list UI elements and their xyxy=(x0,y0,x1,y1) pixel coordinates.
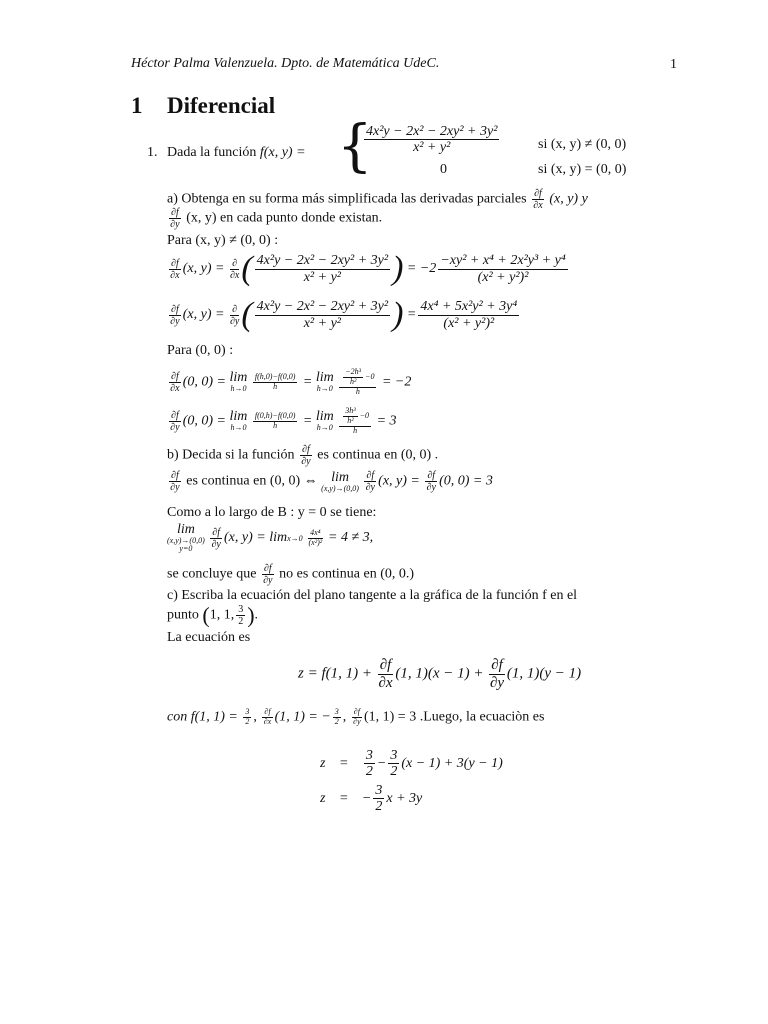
dy-sym: ∂y xyxy=(170,315,180,327)
eq-main-b: (1, 1)(x − 1) + xyxy=(395,665,484,682)
case1-numerator: 4x²y − 2x² − 2xy² + 3y² xyxy=(366,124,498,139)
final2-rhs-b: x + 3y xyxy=(386,791,423,807)
values-c: (1, 1) = − xyxy=(274,709,331,725)
part-c-line2: punto (1, 1, $\frac{3}{2}$ ). xyxy=(167,602,259,628)
cont-text-c: (0, 0) = 3 xyxy=(439,473,493,489)
dy-sym: ∂y xyxy=(301,456,311,467)
dfdy0-den: h xyxy=(273,420,278,430)
dfdx-origin: $\frac{\partial f}{\partial x}$ (0, 0) = lim h→0 $\frac{f(h,0)-f(0,0)}{h}$ = lim h→0 $\frac{\text{−2h³}}{\text{h²}}$ −0 h = −2 xyxy=(170,367,412,396)
dfdy0-num: f(0,h)−f(0,0) xyxy=(254,410,296,420)
dfdy-rhs-num: 4x⁴ + 5x²y² + 3y⁴ xyxy=(420,299,518,315)
values-d: , xyxy=(342,709,347,725)
part-a-line2 xyxy=(167,207,382,230)
cont-lim-sub: (x,y)→(0,0) xyxy=(321,483,359,493)
para-zero: Para (0, 0) : xyxy=(167,343,234,358)
final1-eq: = xyxy=(338,756,349,772)
part-b-conclusion xyxy=(167,563,414,586)
intro-text: Dada la función xyxy=(167,145,257,160)
dfdx0-den: h xyxy=(273,381,278,391)
dfdx0-inner-h: h xyxy=(355,386,360,396)
part-b-limit-along xyxy=(167,523,373,553)
dy-sym: ∂y xyxy=(211,538,221,550)
point-frac-den: 2 xyxy=(238,616,244,627)
lim-word: lim xyxy=(229,370,248,386)
two: 2 xyxy=(375,799,383,815)
dfdy0-inner-den: h² xyxy=(347,415,354,425)
three: 3 xyxy=(390,748,398,763)
dfdx0-num: f(h,0)−f(0,0) xyxy=(254,371,296,381)
problem-number: 1. xyxy=(147,145,158,160)
lim-word: lim xyxy=(331,469,349,485)
final2-lhs: z xyxy=(320,791,326,807)
two: 2 xyxy=(390,764,398,780)
part-b-line1 xyxy=(167,444,438,467)
df-sym: ∂f xyxy=(212,526,220,538)
lim-word: lim xyxy=(229,409,248,425)
dfdy0-inner-num: 3h³ xyxy=(345,406,356,415)
part-b-along: Como a lo largo de B : y = 0 se tiene: xyxy=(167,505,377,520)
para-nonzero: Para (x, y) ≠ (0, 0) : xyxy=(167,233,279,248)
conclude-b: no es continua en (0, 0.) xyxy=(279,566,415,582)
eq-main-c: (1, 1)(y − 1) xyxy=(506,665,582,682)
lim-sub: h→0 xyxy=(230,384,247,394)
d-sym: ∂ xyxy=(230,258,239,270)
part-b-text-b: es continua en (0, 0) . xyxy=(317,447,439,463)
df-sym: ∂f xyxy=(171,370,179,382)
df-sym: ∂f xyxy=(491,657,503,673)
dy-sym: ∂y xyxy=(229,315,240,327)
lim-sub: h→0 xyxy=(230,423,247,433)
dfdx-inner-num: 4x²y − 2x² − 2xy² + 3y² xyxy=(256,253,389,269)
lim-word: lim xyxy=(176,522,195,537)
values-a: con f(1, 1) = xyxy=(167,709,238,725)
conclude-a: se concluye que xyxy=(167,566,257,582)
tangent-plane-formula xyxy=(298,657,581,691)
lim-sub: h→0 xyxy=(316,423,333,433)
along-mid: (x, y) = lim xyxy=(224,530,288,546)
dfdy-formula: $\frac{\partial f}{\partial y}$ (x, y) = $\frac{\partial}{\partial y}$ ( $\frac{\text{4x²y − 2x² − 2xy² + 3y²}}{\text{x² + y²}}$ ) = $\frac{\text{4x⁴ + 5x²y² + 3y⁴}}{\text{(x² + y²)²}}$ xyxy=(170,296,518,333)
dx-sym: ∂x xyxy=(378,674,393,691)
part-a-line2-text: (x, y) en cada punto donde existan. xyxy=(186,210,383,226)
part-c-point-word: punto xyxy=(167,607,199,623)
dy-sym: ∂y xyxy=(170,219,180,230)
df-sym: ∂f xyxy=(366,470,375,481)
dfdy-origin: $\frac{\partial f}{\partial y}$ (0, 0) = lim h→0 $\frac{f(0,h)-f(0,0)}{h}$ = lim h→0 $\frac{\text{3h³}}{\text{h²}}$ −0 h = 3 xyxy=(170,406,397,435)
lim-sub: h→0 xyxy=(316,384,333,394)
part-c-period: . xyxy=(254,607,259,623)
dy-sym: ∂y xyxy=(365,482,375,493)
part-b-continuity xyxy=(167,470,493,493)
section-number: 1 xyxy=(131,93,143,118)
case2-value: 0 xyxy=(440,162,447,177)
problem-intro xyxy=(167,145,306,161)
cont-text-a: es continua en (0, 0) ⇔ xyxy=(186,473,318,489)
final2-eq: = xyxy=(338,791,349,807)
dy-sym: ∂y xyxy=(426,482,436,493)
section-title: Diferencial xyxy=(167,93,276,118)
lim-word: lim xyxy=(315,370,334,386)
dfdy-inner-num: 4x²y − 2x² − 2xy² + 3y² xyxy=(256,299,389,315)
two: 2 xyxy=(245,716,250,726)
dfdy0-inner-h: h xyxy=(353,425,358,435)
three: 3 xyxy=(245,707,250,716)
part-b-text-a: b) Decida si la función xyxy=(167,447,295,463)
part-c-line1: c) Escriba la ecuación del plano tangente a la gráfica de la función f en el xyxy=(167,588,578,603)
dfdx-inner-den: x² + y² xyxy=(303,269,341,285)
eq-main-a: z = f(1, 1) + xyxy=(298,665,372,682)
dy-sym: ∂y xyxy=(263,575,273,586)
final1-rhs-b: (x − 1) + 3(y − 1) xyxy=(401,756,503,772)
dfdx0-lhs: (0, 0) = xyxy=(182,374,227,390)
df-sym: ∂f xyxy=(353,707,360,716)
part-a-line1-end: (x, y) y xyxy=(549,191,588,207)
running-header: Héctor Palma Valenzuela. Dpto. de Matemática UdeC. xyxy=(131,56,440,71)
df-sym: ∂f xyxy=(171,257,179,269)
dx-sym: ∂x xyxy=(263,716,272,726)
values-line xyxy=(167,708,544,727)
dfdx-formula: $\frac{\partial f}{\partial x}$ (x, y) = $\frac{\partial}{\partial x}$ ( $\frac{\text{4x²y − 2x² − 2xy² + 3y²}}{\text{x² + y²}}$ ) = −2 $\frac{\text{−xy² + x⁴ + 2x²y³ + y⁴}}{\text{(x² + y²)²}}$ xyxy=(170,250,566,287)
df-sym: ∂f xyxy=(171,207,179,218)
dx-sym: ∂x xyxy=(170,382,180,394)
case1-condition: si (x, y) ≠ (0, 0) xyxy=(538,137,627,152)
dy-sym: ∂y xyxy=(170,482,180,493)
df-sym: ∂f xyxy=(171,409,179,421)
df-sym: ∂f xyxy=(264,707,271,716)
along-end: = 4 ≠ 3, xyxy=(328,530,374,546)
function-lhs: f(x, y) = xyxy=(259,145,306,160)
df-sym: ∂f xyxy=(171,470,179,481)
piecewise-brace: { xyxy=(337,114,373,179)
along-mid-sub: x→0 xyxy=(287,534,303,544)
cont-text-b: (x, y) = xyxy=(378,473,420,489)
final2-rhs-a: − xyxy=(361,791,372,807)
part-a-text: a) Obtenga en su forma más simplificada las derivadas parciales xyxy=(167,191,527,207)
final-eq-2 xyxy=(320,783,422,815)
final-eq-1 xyxy=(320,748,503,780)
dfdx0-inner-num: −2h³ xyxy=(345,367,362,376)
dfdx-lhs: (x, y) = xyxy=(182,261,225,277)
final1-rhs-a: − xyxy=(376,756,387,772)
point-frac-num: 3 xyxy=(238,604,244,615)
dfdx-rhs-num: −xy² + x⁴ + 2x²y³ + y⁴ xyxy=(440,253,566,269)
df-sym: ∂f xyxy=(534,188,542,199)
along-frac-num: 4x⁴ xyxy=(310,527,321,537)
final1-lhs: z xyxy=(320,756,326,772)
two: 2 xyxy=(334,716,339,726)
dfdy-lhs: (x, y) = xyxy=(182,307,225,323)
along-frac-den: (x²)² xyxy=(308,537,323,547)
case1-denominator: x² + y² xyxy=(413,140,451,156)
values-e: (1, 1) = 3 .Luego, la ecuaciòn es xyxy=(363,709,545,725)
along-lim-sub1: (x,y)→(0,0) xyxy=(167,536,205,545)
three: 3 xyxy=(334,707,339,716)
dy-sym: ∂y xyxy=(489,674,505,691)
df-sym: ∂f xyxy=(427,470,436,481)
dy-sym: ∂y xyxy=(170,421,180,433)
dx-sym: ∂x xyxy=(533,200,543,211)
dfdy0-lhs: (0, 0) = xyxy=(182,413,227,429)
page-number: 1 xyxy=(670,57,677,72)
case2-condition: si (x, y) = (0, 0) xyxy=(538,162,627,177)
dy-sym: ∂y xyxy=(353,716,361,726)
dfdx0-inner-den: h² xyxy=(349,376,357,386)
lim-word: lim xyxy=(315,409,334,425)
dfdx-rhs-prefix: = −2 xyxy=(406,261,437,277)
df-sym: ∂f xyxy=(379,657,392,673)
along-lim-sub2: y=0 xyxy=(179,544,193,553)
dfdx-rhs-den: (x² + y²)² xyxy=(477,269,529,285)
two: 2 xyxy=(365,764,373,780)
case1-fraction xyxy=(362,124,501,156)
df-sym: ∂f xyxy=(302,444,310,455)
df-sym: ∂f xyxy=(171,303,179,315)
dx-sym: ∂x xyxy=(229,269,240,281)
three: 3 xyxy=(365,748,373,763)
values-b: , xyxy=(253,709,257,725)
dfdy-rhs-den: (x² + y²)² xyxy=(443,315,495,331)
d-sym: ∂ xyxy=(230,304,239,316)
eq-intro: La ecuación es xyxy=(167,630,251,645)
dfdx0-result: = −2 xyxy=(381,374,412,390)
df-sym: ∂f xyxy=(263,563,272,574)
dfdy-inner-den: x² + y² xyxy=(303,315,341,331)
three: 3 xyxy=(375,783,383,798)
part-c-point: 1, 1, xyxy=(209,607,235,623)
dfdy0-result: = 3 xyxy=(376,413,397,429)
dx-sym: ∂x xyxy=(170,269,180,281)
